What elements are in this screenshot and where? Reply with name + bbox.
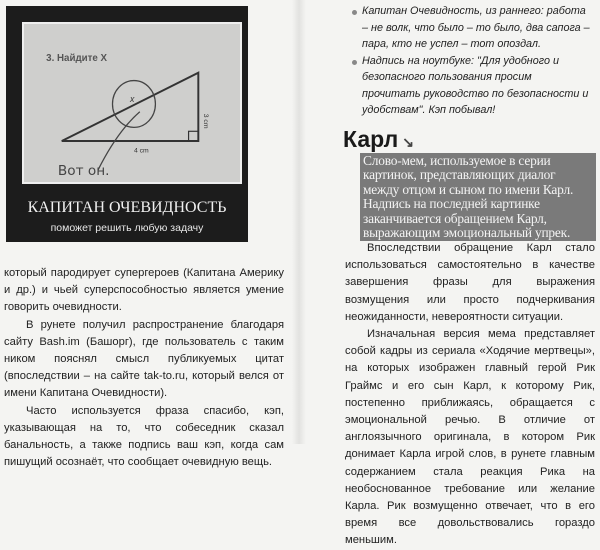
paragraph: В рунете получил распространение благодаря сайту Bash.im (Башорг), где пользователь с таким ником пояснял смысл публикуемых цитат (впоследствии – на сайте tak-to.ru, который велся от имени Капитана Очевидности). bbox=[4, 318, 284, 400]
heading-text: Карл bbox=[343, 126, 399, 152]
list-item: Надпись на ноутбуке: "Для удобного и безопасного пользования просим прочитать руководство по безопасности и удобствам". Кэп побывал! bbox=[352, 53, 592, 119]
paragraph: который пародирует супергероев (Капитана Америку и др.) и чьей суперспособностью является умение говорить очевидности. bbox=[4, 267, 284, 314]
demotivator-title: КАПИТАН ОЧЕВИДНОСТЬ bbox=[27, 199, 227, 216]
examples-list bbox=[352, 3, 592, 119]
4cm-label: 4 cm bbox=[133, 147, 149, 155]
arrow-icon: ↘ bbox=[402, 134, 414, 150]
task-label: 3. Найдите X bbox=[46, 53, 108, 65]
left-body-text bbox=[4, 265, 284, 471]
paragraph: Впоследствии обращение Карл стало использоваться самостоятельно в качестве завершения фразы для выражения возмущения или просто подчеркивания неожиданности, невероятности ситуации. bbox=[345, 242, 595, 323]
demotivator-subtitle: поможет решить любую задачу bbox=[50, 222, 204, 234]
definition-box: Слово-мем, используемое в серии картинок, представляющих диалог между отцом и сыном по имени Карл. Надпись на последней картинке заканчивается обращением Карл, выражающим эмоциональный упрек. bbox=[360, 153, 596, 241]
list-item: Капитан Очевидность, из раннего: работа – не волк, что было – то было, два сапога – пара, кто не успел – тот опоздал. bbox=[352, 3, 592, 53]
paragraph: Часто используется фраза спасибо, кэп, указывающая на то, что собеседник сказал банальность, а также подпись ваш кэп, когда сам пишущий осознаёт, что сообщает очевидную вещь. bbox=[4, 404, 284, 469]
handwriting: Вот он. bbox=[57, 163, 110, 180]
demotivator-image bbox=[6, 6, 248, 242]
x-label: x bbox=[130, 94, 135, 105]
3cm-label: 3 cm bbox=[202, 113, 210, 129]
page-gutter bbox=[292, 0, 306, 444]
math-task-photo bbox=[22, 22, 242, 184]
right-body-text bbox=[345, 240, 595, 550]
triangle-drawing bbox=[24, 24, 240, 182]
section-heading bbox=[343, 126, 414, 153]
paragraph: Изначальная версия мема представляет собой кадры из сериала «Ходячие мертвецы», на которых изображен главный герой Рик Граймс и его сын Карл, к которому Рик, постепенно приближаясь, обращается с эмоциональной речью. В отличие от англоязычного оригинала, в котором Рик донимает Карла игрой слов, в рунете главным содержанием стала реакция Рика на необоснованное требование или желание Карла. Рик возмущенно отвечает, что в его время все довольствовались гораздо меньшим. bbox=[345, 328, 595, 547]
